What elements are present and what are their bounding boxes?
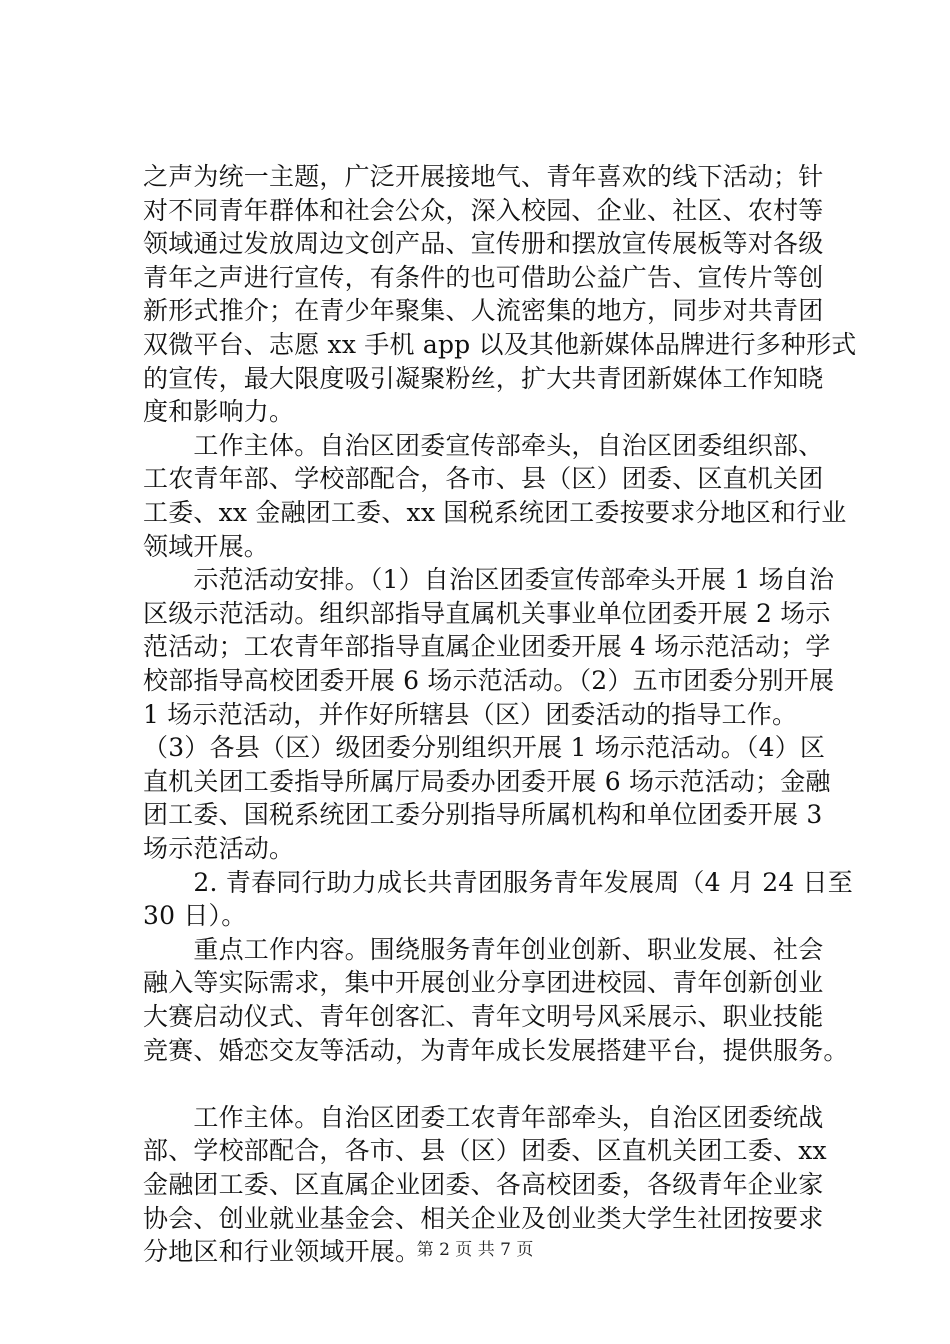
text-line: 30 日）。 xyxy=(143,901,247,931)
text-line: 校部指导高校团委开展 6 场示范活动。（2）五市团委分别开展 xyxy=(143,666,835,695)
text-line: 区级示范活动。组织部指导直属机关事业单位团委开展 2 场示 xyxy=(143,598,831,628)
text-line: 金融团工委、区直属企业团委、各高校团委，各级青年企业家 xyxy=(143,1170,824,1199)
text-line: 工作主体。自治区团委宣传部牵头，自治区团委组织部、 xyxy=(143,430,824,460)
text-line: 示范活动安排。（1）自治区团委宣传部牵头开展 1 场自治 xyxy=(143,565,835,595)
text-line: 1 场示范活动，并作好所辖县（区）团委活动的指导工作。 xyxy=(143,699,798,729)
text-line: 工作主体。自治区团委工农青年部牵头，自治区团委统战 xyxy=(143,1102,824,1132)
text-line: 度和影响力。 xyxy=(143,397,295,427)
text-line: 2. 青春同行助力成长共青团服务青年发展周（4 月 24 日至 xyxy=(143,867,853,897)
text-line: 青年之声进行宣传，有条件的也可借助公益广告、宣传片等创 xyxy=(143,262,824,292)
text-line: 融入等实际需求，集中开展创业分享团进校园、青年创新创业 xyxy=(143,968,824,998)
text-line: 双微平台、志愿 xx 手机 app 以及其他新媒体品牌进行多种形式 xyxy=(143,330,857,359)
text-line: （3）各县（区）级团委分别组织开展 1 场示范活动。（4）区 xyxy=(143,733,826,763)
text-line: 之声为统一主题，广泛开展接地气、青年喜欢的线下活动；针 xyxy=(143,162,824,191)
text-line: 直机关团工委指导所属厅局委办团委开展 6 场示范活动；金融 xyxy=(143,766,831,796)
text-line: 领域通过发放周边文创产品、宣传册和摆放宣传展板等对各级 xyxy=(143,229,824,259)
text-line: 范活动；工农青年部指导直属企业团委开展 4 场示范活动；学 xyxy=(143,632,831,662)
text-line: 分地区和行业领域开展。 xyxy=(143,1237,421,1267)
text-line: 竞赛、婚恋交友等活动，为青年成长发展搭建平台，提供服务。 xyxy=(143,1035,849,1065)
text-line: 新形式推介；在青少年聚集、人流密集的地方，同步对共青团 xyxy=(143,296,824,326)
text-line: 的宣传，最大限度吸引凝聚粉丝，扩大共青团新媒体工作知晓 xyxy=(143,363,824,393)
text-line: 对不同青年群体和社会公众，深入校园、企业、社区、农村等 xyxy=(143,195,824,225)
text-line: 工农青年部、学校部配合，各市、县（区）团委、区直机关团 xyxy=(143,464,824,494)
text-line: 场示范活动。 xyxy=(143,834,295,863)
text-line: 大赛启动仪式、青年创客汇、青年文明号风采展示、职业技能 xyxy=(143,1002,824,1031)
text-line: 团工委、国税系统团工委分别指导所属机构和单位团委开展 3 xyxy=(143,800,823,830)
text-line: 领域开展。 xyxy=(143,531,270,561)
text-line: 重点工作内容。围绕服务青年创业创新、职业发展、社会 xyxy=(143,934,824,964)
text-line: 协会、创业就业基金会、相关企业及创业类大学生社团按要求 xyxy=(143,1203,824,1233)
blank-line xyxy=(143,1067,843,1100)
page-footer: 第 2 页 共 7 页 xyxy=(416,1240,534,1260)
text-line: 工委、xx 金融团工委、xx 国税系统团工委按要求分地区和行业 xyxy=(143,498,847,527)
text-line: 部、学校部配合，各市、县（区）团委、区直机关团工委、xx xyxy=(143,1136,827,1166)
